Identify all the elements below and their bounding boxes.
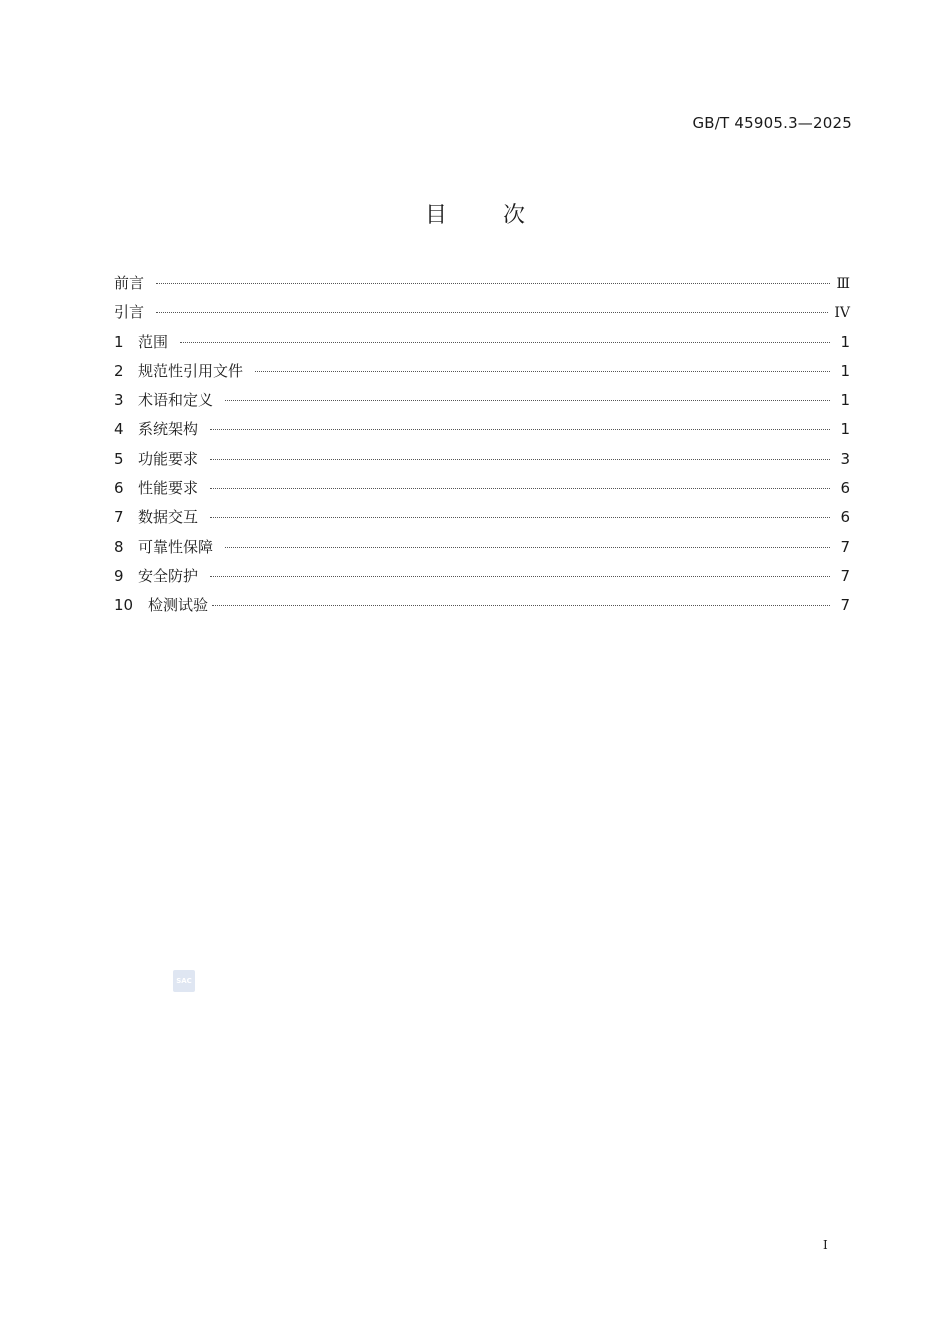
toc-entry-1[interactable] — [114, 331, 850, 360]
dot-leader — [210, 459, 830, 460]
table-of-contents — [114, 272, 850, 624]
toc-page: 7 — [840, 596, 850, 615]
toc-label: 术语和定义 — [138, 391, 214, 410]
toc-page: 6 — [840, 479, 850, 498]
toc-page: Ⅲ — [836, 276, 850, 292]
toc-label: 检测试验 — [148, 596, 209, 615]
dot-leader — [225, 400, 830, 401]
toc-entry-2[interactable] — [114, 360, 850, 389]
toc-number: 4 — [114, 420, 124, 439]
dot-leader — [210, 488, 830, 489]
toc-label: 数据交互 — [138, 508, 199, 527]
dot-leader — [210, 576, 830, 577]
toc-label: 规范性引用文件 — [138, 361, 244, 380]
toc-number: 10 — [114, 596, 134, 615]
toc-entry-3[interactable] — [114, 389, 850, 418]
dot-leader — [210, 517, 830, 518]
toc-page: IV — [834, 305, 850, 322]
toc-page: 1 — [840, 361, 850, 380]
dot-leader — [180, 342, 830, 343]
toc-page: 3 — [840, 449, 850, 468]
toc-entry-6[interactable] — [114, 477, 850, 506]
dot-leader — [156, 312, 828, 313]
toc-label: 性能要求 — [138, 479, 199, 498]
dot-leader — [225, 547, 830, 548]
toc-page: 1 — [840, 420, 850, 439]
toc-number: 2 — [114, 361, 124, 380]
dot-leader — [210, 429, 830, 430]
toc-entry-4[interactable] — [114, 418, 850, 447]
toc-number: 9 — [114, 566, 124, 585]
page-number: I — [823, 1238, 828, 1252]
toc-label: 安全防护 — [138, 566, 199, 585]
toc-entry-7[interactable] — [114, 506, 850, 535]
toc-number: 5 — [114, 449, 124, 468]
toc-page: 1 — [840, 332, 850, 351]
toc-entry-9[interactable] — [114, 565, 850, 594]
toc-label: 前言 — [114, 274, 145, 292]
toc-page: 6 — [840, 508, 850, 527]
toc-number: 8 — [114, 537, 124, 556]
toc-entry-introduction[interactable] — [114, 301, 850, 330]
toc-label: 系统架构 — [138, 420, 199, 439]
toc-label: 范围 — [138, 332, 169, 351]
toc-page: 7 — [840, 566, 850, 585]
dot-leader — [212, 605, 830, 606]
toc-label: 引言 — [114, 303, 145, 322]
toc-page: 1 — [840, 391, 850, 410]
toc-entry-10[interactable] — [114, 594, 850, 623]
toc-entry-foreword[interactable] — [114, 272, 850, 301]
toc-label: 功能要求 — [138, 449, 199, 468]
toc-number: 7 — [114, 508, 124, 527]
toc-label: 可靠性保障 — [138, 537, 214, 556]
toc-number: 1 — [114, 332, 124, 351]
toc-entry-8[interactable] — [114, 536, 850, 565]
toc-number: 6 — [114, 479, 124, 498]
sac-watermark-logo: SAC — [173, 970, 195, 992]
standard-number: GB/T 45905.3—2025 — [692, 114, 852, 132]
toc-entry-5[interactable] — [114, 448, 850, 477]
toc-page: 7 — [840, 537, 850, 556]
page-title: 目次 — [424, 203, 581, 228]
dot-leader — [156, 283, 830, 284]
toc-number: 3 — [114, 391, 124, 410]
dot-leader — [255, 371, 830, 372]
